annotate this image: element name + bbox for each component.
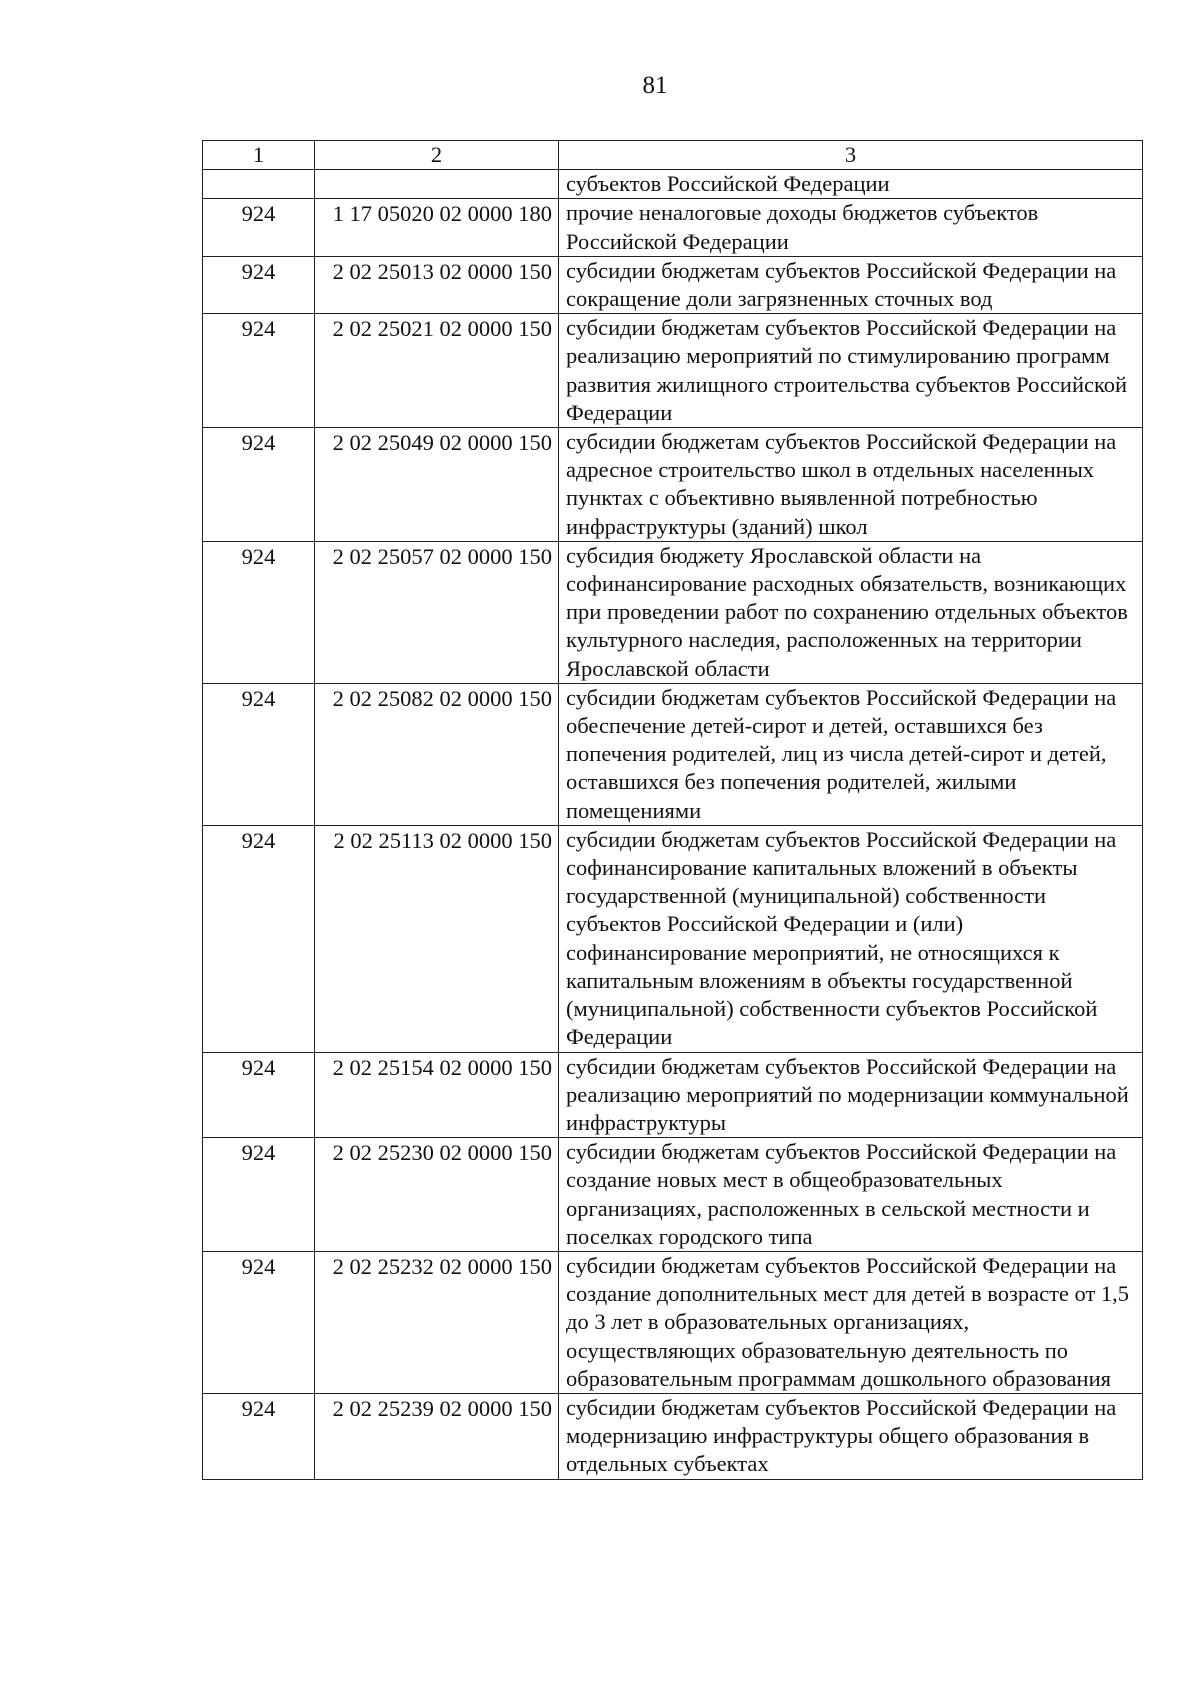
page-number: 81 — [642, 72, 668, 99]
admin-code-cell: 924 — [203, 314, 315, 428]
description-cell: субсидии бюджетам субъектов Российской Федерации на создание новых мест в общеобразовательных организациях, расположенных в сельской местности и поселках городского типа — [559, 1138, 1143, 1252]
admin-code-cell: 924 — [203, 256, 315, 313]
budget-code-cell: 2 02 25154 02 0000 150 — [315, 1052, 559, 1138]
table-row — [203, 1393, 1143, 1479]
budget-code-cell: 2 02 25232 02 0000 150 — [315, 1251, 559, 1393]
description-cell: субсидии бюджетам субъектов Российской Федерации на адресное строительство школ в отдельных населенных пунктах с объективно выявленной потребностью инфраструктуры (зданий) школ — [559, 428, 1143, 542]
header-cell-3: 3 — [559, 141, 1143, 170]
table-row — [203, 428, 1143, 542]
description-cell: субсидии бюджетам субъектов Российской Федерации на реализацию мероприятий по стимулированию программ развития жилищного строительства субъектов Российской Федерации — [559, 314, 1143, 428]
budget-code-cell: 2 02 25082 02 0000 150 — [315, 683, 559, 825]
budget-code-cell: 2 02 25021 02 0000 150 — [315, 314, 559, 428]
table-header-row — [203, 141, 1143, 170]
table-row — [203, 1138, 1143, 1252]
description-cell: субсидии бюджетам субъектов Российской Федерации на обеспечение детей-сирот и детей, оставшихся без попечения родителей, лиц из числа детей-сирот и детей, оставшихся без попечения родителей, жилыми помещениями — [559, 683, 1143, 825]
budget-code-cell: 2 02 25013 02 0000 150 — [315, 256, 559, 313]
admin-code-cell: 924 — [203, 1138, 315, 1252]
table-row — [203, 170, 1143, 199]
admin-code-cell — [203, 170, 315, 199]
table-row — [203, 199, 1143, 256]
budget-codes-table — [202, 140, 1143, 1480]
budget-code-cell: 2 02 25230 02 0000 150 — [315, 1138, 559, 1252]
admin-code-cell: 924 — [203, 541, 315, 683]
description-cell: субсидии бюджетам субъектов Российской Федерации на создание дополнительных мест для детей в возрасте от 1,5 до 3 лет в образовательных организациях, осуществляющих образовательную деятельность по образовательным программам дошкольного образования — [559, 1251, 1143, 1393]
table-row — [203, 825, 1143, 1052]
description-cell: прочие неналоговые доходы бюджетов субъектов Российской Федерации — [559, 199, 1143, 256]
description-cell: субсидии бюджетам субъектов Российской Федерации на реализацию мероприятий по модернизации коммунальной инфраструктуры — [559, 1052, 1143, 1138]
budget-code-cell: 2 02 25057 02 0000 150 — [315, 541, 559, 683]
admin-code-cell: 924 — [203, 199, 315, 256]
table-row — [203, 1251, 1143, 1393]
budget-code-cell: 2 02 25113 02 0000 150 — [315, 825, 559, 1052]
admin-code-cell: 924 — [203, 1393, 315, 1479]
admin-code-cell: 924 — [203, 683, 315, 825]
table-row — [203, 1052, 1143, 1138]
table-row — [203, 683, 1143, 825]
admin-code-cell: 924 — [203, 428, 315, 542]
budget-code-cell: 2 02 25239 02 0000 150 — [315, 1393, 559, 1479]
description-cell: субсидии бюджетам субъектов Российской Федерации на софинансирование капитальных вложений в объекты государственной (муниципальной) собственности субъектов Российской Федерации и (или) софинансирование мероприятий, не относящихся к капитальным вложениям в объекты государственной (муниципальной) собственности субъектов Российской Федерации — [559, 825, 1143, 1052]
admin-code-cell: 924 — [203, 1052, 315, 1138]
table-row — [203, 256, 1143, 313]
header-cell-2: 2 — [315, 141, 559, 170]
admin-code-cell: 924 — [203, 825, 315, 1052]
description-cell: субсидии бюджетам субъектов Российской Федерации на сокращение доли загрязненных сточных вод — [559, 256, 1143, 313]
budget-code-cell: 2 02 25049 02 0000 150 — [315, 428, 559, 542]
admin-code-cell: 924 — [203, 1251, 315, 1393]
header-cell-1: 1 — [203, 141, 315, 170]
budget-code-cell — [315, 170, 559, 199]
table-row — [203, 541, 1143, 683]
table-row — [203, 314, 1143, 428]
description-cell: субсидия бюджету Ярославской области на софинансирование расходных обязательств, возникающих при проведении работ по сохранению отдельных объектов культурного наследия, расположенных на территории Ярославской области — [559, 541, 1143, 683]
description-cell: субъектов Российской Федерации — [559, 170, 1143, 199]
description-cell: субсидии бюджетам субъектов Российской Федерации на модернизацию инфраструктуры общего образования в отдельных субъектах — [559, 1393, 1143, 1479]
budget-code-cell: 1 17 05020 02 0000 180 — [315, 199, 559, 256]
